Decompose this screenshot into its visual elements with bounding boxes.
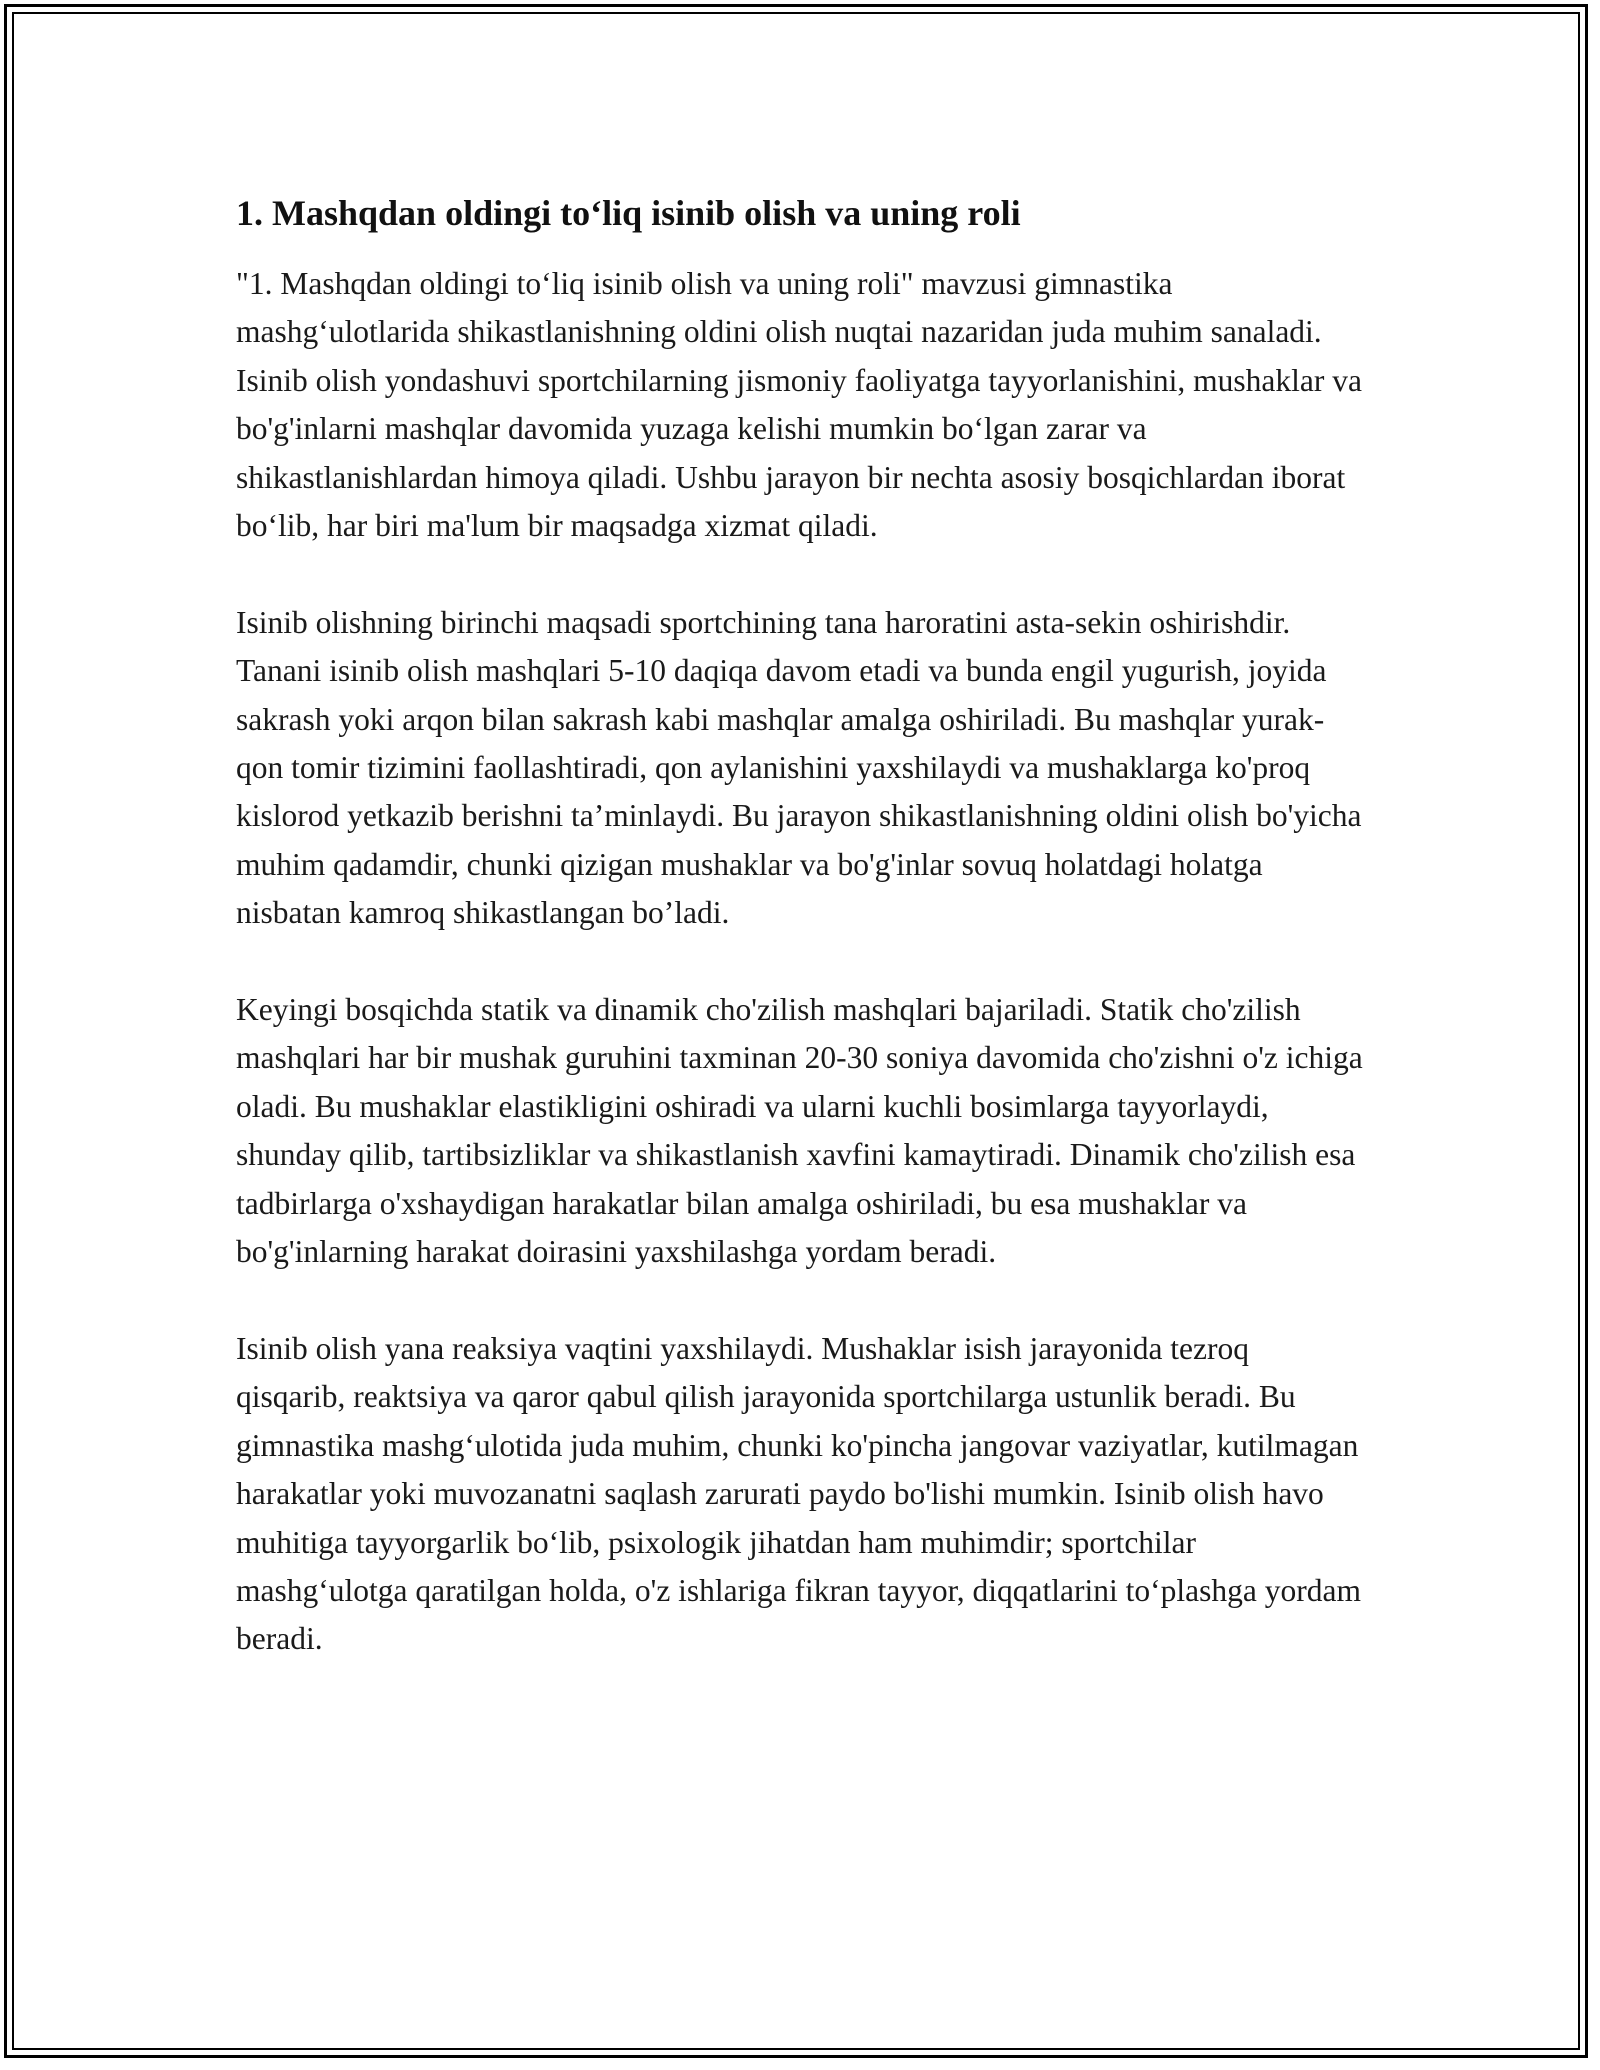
paragraph-4: Isinib olish yana reaksiya vaqtini yaxshilaydi. Mushaklar isish jarayonida tezroq qisqarib, reaktsiya va qaror qabul qilish jarayonida sportchilarga ustunlik beradi. Bu gimnastika mashg‘ulotida juda muhim, chunki ko'pincha jangovar vaziyatlar, kutilmagan harakatlar yoki muvozanatni saqlash zarurati paydo bo'lishi mumkin. Isinib olish havo muhitiga tayyorgarlik bo‘lib, psixologik jihatdan ham muhimdir; sportchilar mashg‘ulotga qaratilgan holda, o'z ishlariga fikran tayyor, diqqatlarini to‘plashga yordam beradi.	[236, 1330, 1361, 1657]
document-body	[236, 188, 1366, 1664]
paragraph-1: "1. Mashqdan oldingi to‘liq isinib olish va uning roli" mavzusi gimnastika mashg‘ulotlarida shikastlanishning oldini olish nuqtai nazaridan juda muhim sanaladi. Isinib olish yondashuvi sportchilarning jismoniy faoliyatga tayyorlanishini, mushaklar va bo'g'inlarni mashqlar davomida yuzaga kelishi mumkin bo‘lgan zarar va shikastlanishlardan himoya qiladi. Ushbu jarayon bir nechta asosiy bosqichlardan iborat bo‘lib, har biri ma'lum bir maqsadga xizmat qiladi.	[236, 266, 1362, 544]
paragraph-2: Isinib olishning birinchi maqsadi sportchining tana haroratini asta-sekin oshirishdir. Tanani isinib olish mashqlari 5-10 daqiqa davom etadi va bunda engil yugurish, joyida sakrash yoki arqon bilan sakrash kabi mashqlar amalga oshiriladi. Bu mashqlar yurak-qon tomir tizimini faollashtiradi, qon aylanishini yaxshilaydi va mushaklarga ko'proq kislorod yetkazib berishni ta’minlaydi. Bu jarayon shikastlanishning oldini olish bo'yicha muhim qadamdir, chunki qizigan mushaklar va bo'g'inlar sovuq holatdagi holatga nisbatan kamroq shikastlangan bo’ladi.	[236, 604, 1362, 931]
document-title: 1. Mashqdan oldingi to‘liq isinib olish va uning roli	[236, 193, 1021, 233]
paragraph-3: Keyingi bosqichda statik va dinamik cho'zilish mashqlari bajariladi. Statik cho'zilish mashqlari har bir mushak guruhini taxminan 20-30 soniya davomida cho'zishni o'z ichiga oladi. Bu mushaklar elastikligini oshiradi va ularni kuchli bosimlarga tayyorlaydi, shunday qilib, tartibsizliklar va shikastlanish xavfini kamaytiradi. Dinamik cho'zilish esa tadbirlarga o'xshaydigan harakatlar bilan amalga oshiriladi, bu esa mushaklar va bo'g'inlarning harakat doirasini yaxshilashga yordam beradi.	[236, 992, 1363, 1270]
